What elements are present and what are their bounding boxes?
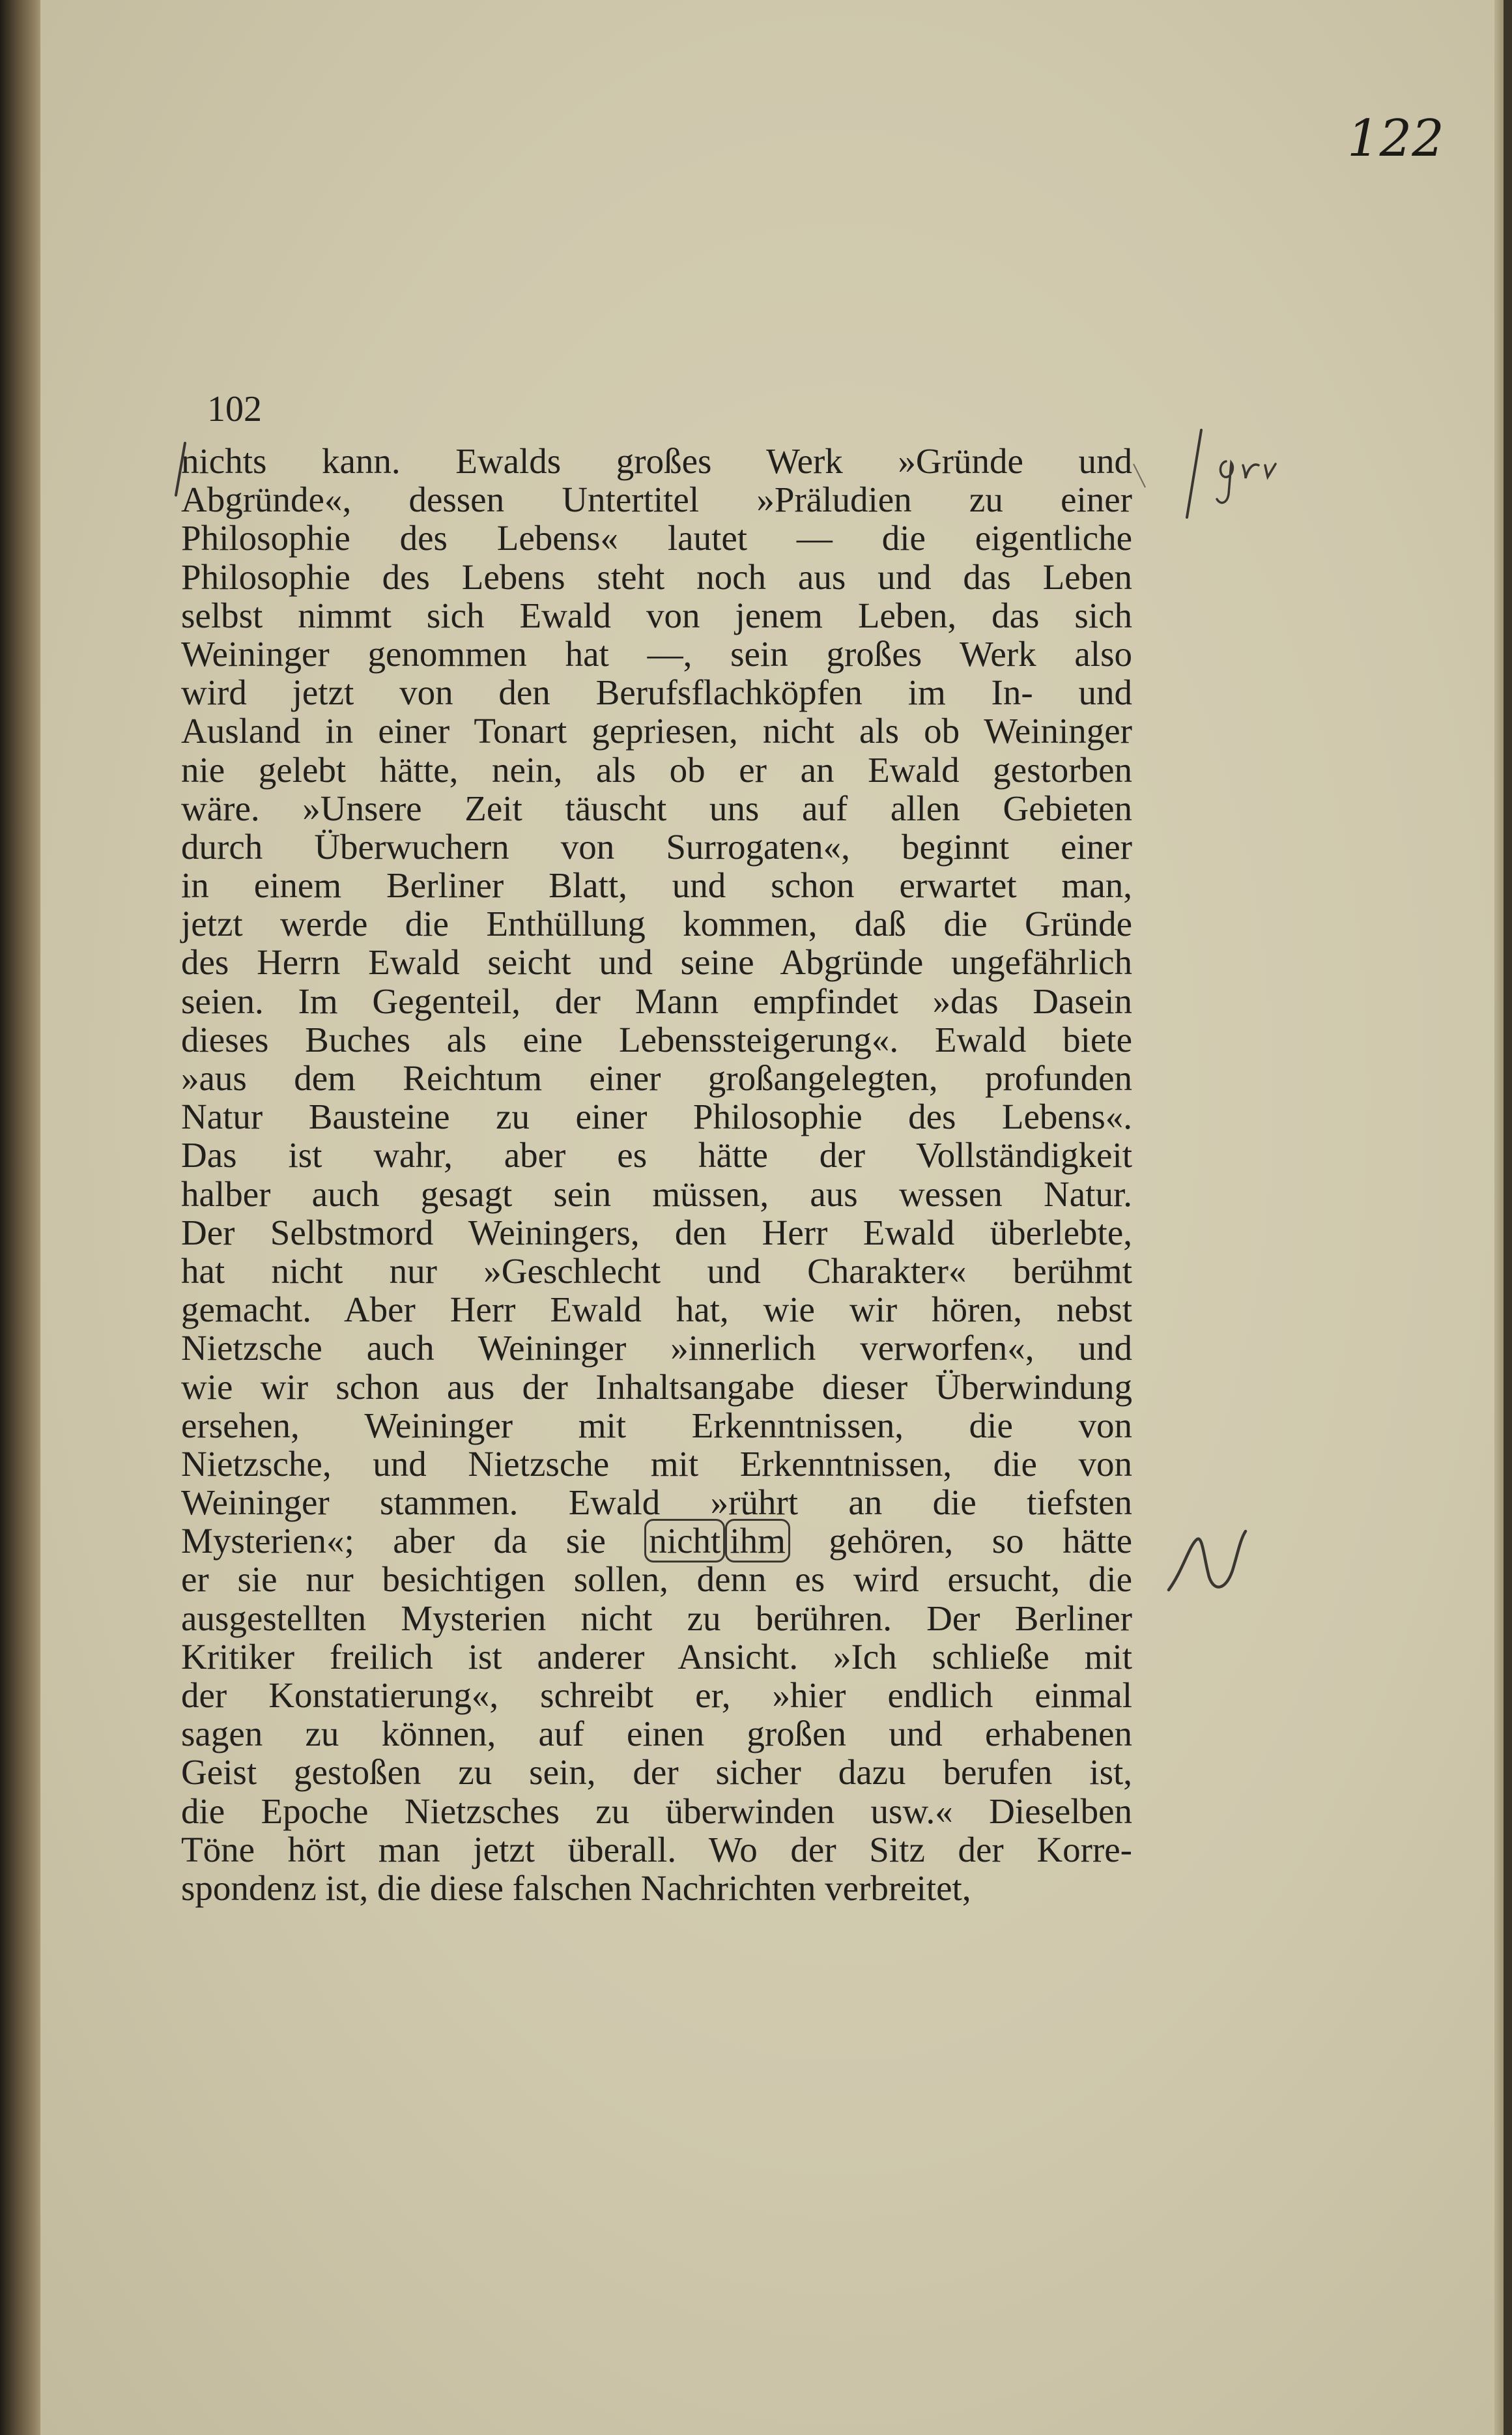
pencil-caret-mark bbox=[1131, 461, 1150, 500]
page-edge bbox=[1494, 0, 1504, 2435]
text-line: jetzt werde die Enthüllung kommen, daß die Gründe bbox=[181, 904, 1132, 944]
text-line: seien. Im Gegenteil, der Mann empfindet »das Dasein bbox=[181, 981, 1132, 1021]
text-line: ersehen, Weininger mit Erkenntnissen, die von bbox=[181, 1405, 1132, 1445]
text-line: hat nicht nur »Geschlecht und Charakter« berühmt bbox=[181, 1250, 1132, 1291]
text-line: nichts kann. Ewalds großes Werk »Gründe und bbox=[181, 441, 1132, 481]
text-line: er sie nur besichtigen sollen, denn es wird ersucht, die bbox=[181, 1559, 1132, 1600]
pencil-margin-note-top-right bbox=[1180, 422, 1298, 526]
text-line: die Epoche Nietzsches zu überwinden usw.« Dieselben bbox=[181, 1791, 1132, 1831]
text-line: Ausland in einer Tonart gepriesen, nicht als ob Weininger bbox=[181, 711, 1132, 751]
text-line: Geist gestoßen zu sein, der sicher dazu berufen ist, bbox=[181, 1752, 1132, 1793]
text-line: wird jetzt von den Berufsflachköpfen im In- und bbox=[181, 672, 1132, 713]
text-line: Töne hört man jetzt überall. Wo der Sitz der Korre- bbox=[181, 1829, 1132, 1869]
text-line: Das ist wahr, aber es hätte der Vollständigkeit bbox=[181, 1135, 1132, 1175]
text-line: spondenz ist, die diese falschen Nachrichten verbreitet, bbox=[181, 1867, 971, 1908]
text-line: Nietzsche auch Weininger »innerlich verworfen«, und bbox=[181, 1328, 1132, 1368]
text-line: Philosophie des Lebens steht noch aus und das Leben bbox=[181, 556, 1132, 597]
body-text bbox=[181, 442, 1132, 1907]
text-line: Weininger stammen. Ewald »rührt an die tiefsten bbox=[181, 1482, 1132, 1523]
text-line-with-circled-words bbox=[181, 1521, 1132, 1560]
text-line: wäre. »Unsere Zeit täuscht uns auf allen Gebieten bbox=[181, 788, 1132, 828]
text-line: dieses Buches als eine Lebenssteigerung«. Ewald biete bbox=[181, 1019, 1132, 1059]
text-line: »aus dem Reichtum einer großangelegten, profunden bbox=[181, 1058, 1132, 1098]
text-line: Philosophie des Lebens« lautet — die eigentliche bbox=[181, 518, 1132, 558]
text-line: wie wir schon aus der Inhaltsangabe dieser Überwindung bbox=[181, 1366, 1132, 1407]
text-line: gemacht. Aber Herr Ewald hat, wie wir hören, nebst bbox=[181, 1290, 1132, 1330]
circled-line-after: gehören, so hätte bbox=[790, 1521, 1132, 1561]
text-line: Natur Bausteine zu einer Philosophie des Lebens«. bbox=[181, 1097, 1132, 1137]
text-line: durch Überwuchern von Surrogaten«, beginnt einer bbox=[181, 826, 1132, 867]
page-number: 102 bbox=[207, 389, 262, 429]
text-line: des Herrn Ewald seicht und seine Abgründe ungefährlich bbox=[181, 942, 1132, 983]
circled-word-nicht: nicht bbox=[644, 1519, 725, 1563]
text-line: Weininger genommen hat —, sein großes Werk also bbox=[181, 633, 1132, 674]
text-line: Kritiker freilich ist anderer Ansicht. »Ich schließe mit bbox=[181, 1636, 1132, 1677]
text-line: der Konstatierung«, schreibt er, »hier endlich einmal bbox=[181, 1675, 1132, 1715]
handwritten-folio-number: 122 bbox=[1347, 109, 1444, 168]
pencil-margin-note-lower-right bbox=[1163, 1525, 1268, 1603]
text-line: Abgründe«, dessen Untertitel »Präludien zu einer bbox=[181, 480, 1132, 520]
text-line: sagen zu können, auf einen großen und erhabenen bbox=[181, 1714, 1132, 1754]
pencil-left-margin-mark bbox=[171, 440, 190, 499]
text-line: selbst nimmt sich Ewald von jenem Leben, das sich bbox=[181, 595, 1132, 635]
circled-line-before: Mysterien«; aber da sie bbox=[181, 1521, 645, 1561]
text-line: Der Selbstmord Weiningers, den Herr Ewald überlebte, bbox=[181, 1212, 1132, 1252]
text-line: nie gelebt hätte, nein, als ob er an Ewald gestorben bbox=[181, 749, 1132, 790]
text-line: in einem Berliner Blatt, und schon erwartet man, bbox=[181, 865, 1132, 906]
book-binding bbox=[0, 0, 40, 2435]
text-line: Nietzsche, und Nietzsche mit Erkenntnissen, die von bbox=[181, 1443, 1132, 1484]
text-line: ausgestellten Mysterien nicht zu berühren. Der Berliner bbox=[181, 1598, 1132, 1638]
circled-word-ihm: ihm bbox=[725, 1519, 790, 1563]
text-line: halber auch gesagt sein müssen, aus wessen Natur. bbox=[181, 1174, 1132, 1214]
